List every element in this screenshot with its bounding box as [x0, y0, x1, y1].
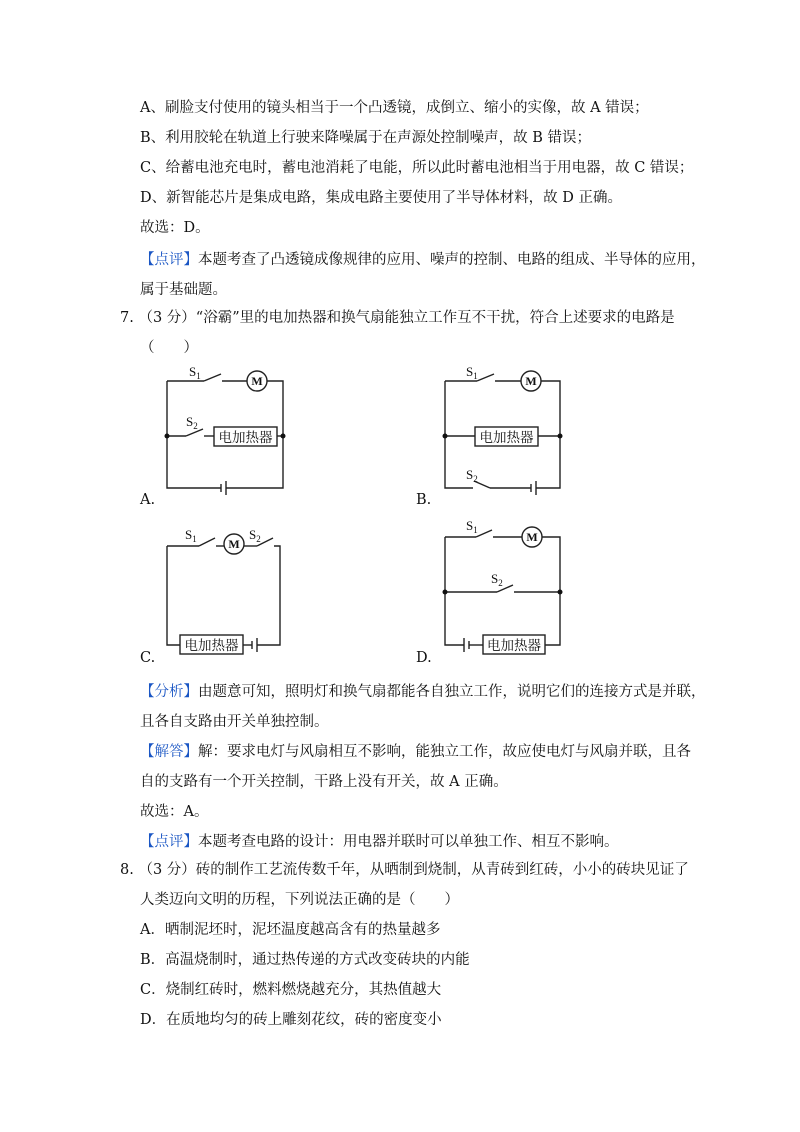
q7-answer-paren: （ ）	[140, 340, 198, 356]
answer-line-a: A、刷脸支付使用的镜头相当于一个凸透镜，成倒立、缩小的实像，故 A 错误；	[140, 100, 649, 116]
answer-line-b: B、利用胶轮在轨道上行驶来降噪属于在声源处控制噪声，故 B 错误；	[140, 130, 592, 146]
comment-line	[140, 250, 706, 270]
motor-label: M	[251, 374, 263, 388]
q7-number: 7.	[120, 310, 134, 326]
q7-stem: （3 分）“浴霸”里的电加热器和换气扇能独立工作互不干扰，符合上述要求的电路是	[138, 310, 675, 326]
solution-text: 解：要求电灯与风扇相互不影响，能独立工作，故应使电灯与风扇并联，且各	[198, 744, 691, 760]
answer-choice: 故选：D。	[140, 220, 210, 236]
comment-tag: 【点评】	[140, 252, 198, 268]
svg-text:S1: $S_1$	[189, 364, 201, 381]
circuit-d	[428, 518, 578, 658]
heater-label: 电加热器	[487, 638, 541, 654]
analysis-tag: 【分析】	[140, 684, 198, 700]
q8-option-b[interactable]: B．高温烧制时，通过热传递的方式改变砖块的内能	[140, 952, 470, 968]
svg-text:S1: $S_1$	[466, 518, 478, 535]
q8-stem-continuation: 人类迈向文明的历程，下列说法正确的是（ ）	[140, 892, 459, 908]
analysis-continuation: 且各自支路由开关单独控制。	[140, 714, 329, 730]
circuit-b	[428, 362, 578, 502]
comment-text: 本题考查了凸透镜成像规律的应用、噪声的控制、电路的组成、半导体的应用，	[198, 252, 706, 268]
answer-line-d: D、新智能芯片是集成电路，集成电路主要使用了半导体材料，故 D 正确。	[140, 190, 622, 206]
q7-choice: 故选：A。	[140, 804, 209, 820]
solution-line	[140, 742, 691, 762]
q8-stem: （3 分）砖的制作工艺流传数千年，从晒制到烧制，从青砖到红砖，小小的砖块见证了	[138, 862, 689, 878]
heater-label: 电加热器	[218, 430, 273, 446]
answer-line-c: C、给蓄电池充电时，蓄电池消耗了电能，所以此时蓄电池相当于用电器，故 C 错误；	[140, 160, 694, 176]
svg-text:S2: $S_2$	[466, 467, 478, 484]
q7-stem-line	[120, 308, 675, 328]
svg-text:S2: $S_2$	[491, 571, 503, 588]
q8-option-d[interactable]: D．在质地均匀的砖上雕刻花纹，砖的密度变小	[140, 1012, 442, 1028]
heater-label: 电加热器	[184, 638, 239, 654]
solution-continuation: 自的支路有一个开关控制，干路上没有开关，故 A 正确。	[140, 774, 508, 790]
comment-continuation: 属于基础题。	[140, 282, 227, 298]
heater-label: 电加热器	[479, 430, 534, 446]
q8-stem-line	[120, 860, 689, 880]
circuit-c	[150, 522, 300, 662]
svg-text:S1: $S_1$	[466, 364, 478, 381]
motor-label: M	[228, 537, 240, 551]
circuit-a	[150, 362, 300, 502]
q7-comment-line	[140, 832, 619, 852]
svg-text:S1: $S_1$	[185, 527, 197, 544]
svg-text:S2: $S_2$	[186, 414, 198, 431]
analysis-line	[140, 682, 706, 702]
q7-comment-text: 本题考查电路的设计：用电器并联时可以单独工作、相互不影响。	[198, 834, 619, 850]
q8-option-a[interactable]: A．晒制泥坯时，泥坯温度越高含有的热量越多	[140, 922, 441, 938]
q8-number: 8.	[120, 862, 134, 878]
option-a-label[interactable]: A.	[140, 492, 156, 508]
motor-label: M	[526, 530, 538, 544]
solution-tag: 【解答】	[140, 744, 198, 760]
svg-text:S2: $S_2$	[249, 527, 261, 544]
option-b-label[interactable]: B.	[416, 492, 432, 508]
q8-option-c[interactable]: C．烧制红砖时，燃料燃烧越充分，其热值越大	[140, 982, 442, 998]
option-d-label[interactable]: D.	[416, 650, 432, 666]
analysis-text: 由题意可知，照明灯和换气扇都能各自独立工作，说明它们的连接方式是并联，	[198, 684, 706, 700]
option-c-label[interactable]: C.	[140, 650, 156, 666]
motor-label: M	[525, 374, 537, 388]
q7-comment-tag: 【点评】	[140, 834, 198, 850]
